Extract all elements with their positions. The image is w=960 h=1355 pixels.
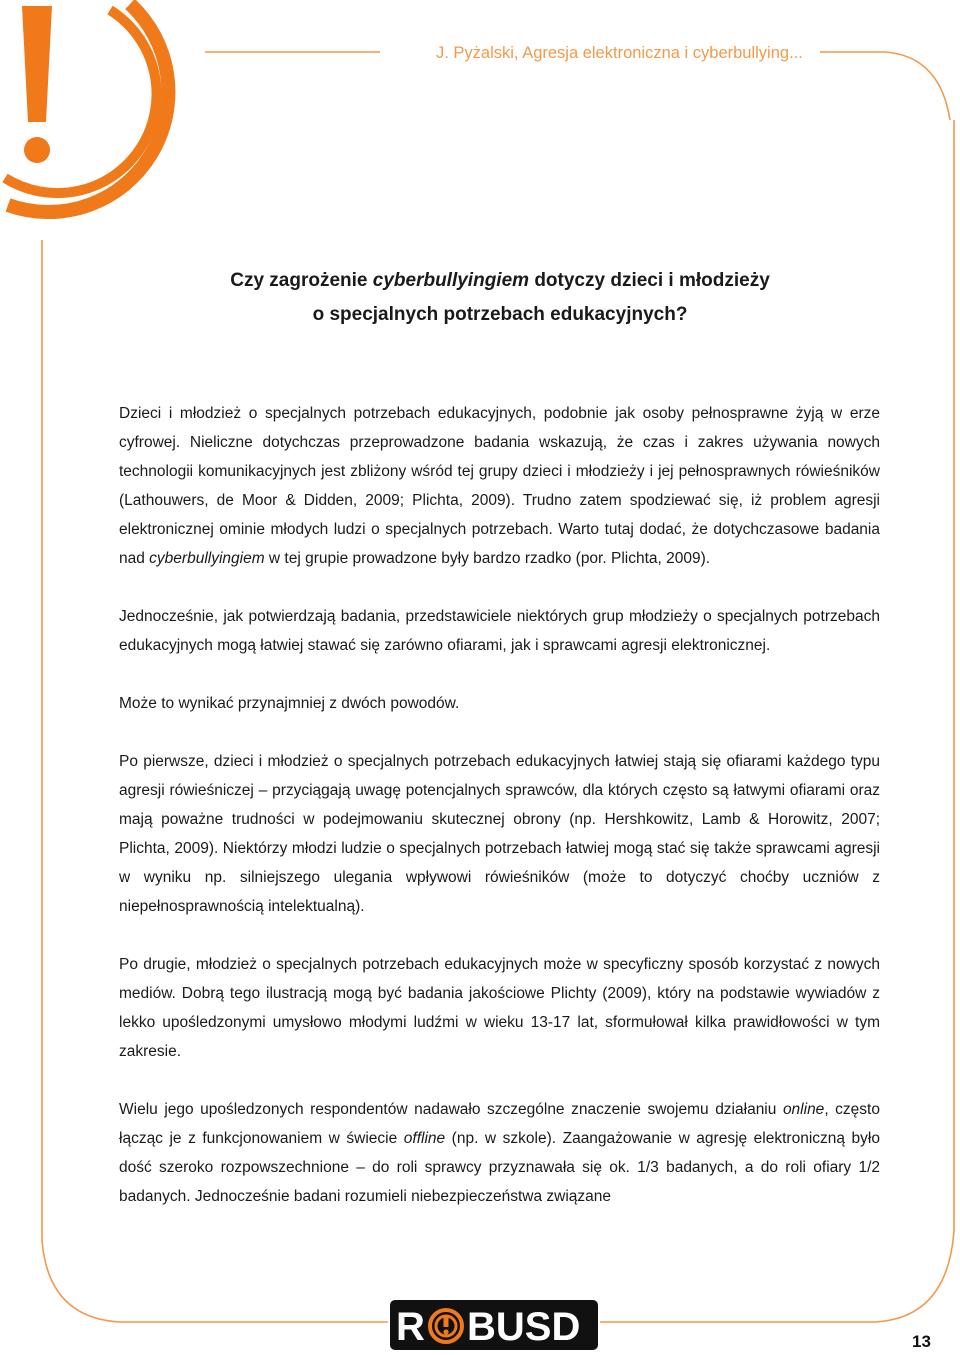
logo-letter-r: R bbox=[396, 1305, 425, 1349]
article-title bbox=[120, 264, 880, 332]
paragraph-2: Jednocześnie, jak potwierdzają badania, przedstawiciele niektórych grup młodzieży o specjalnych potrzebach edukacyjnych mogą łatwiej stawać się zarówno ofiarami, jak i sprawcami agresji elektronicznej. bbox=[119, 608, 880, 654]
title-line-1: Czy zagrożenie cyberbullyingiem dotyczy dzieci i młodzieży bbox=[230, 270, 770, 291]
running-header: J. Pyżalski, Agresja elektroniczna i cyberbullying... bbox=[436, 44, 803, 62]
robusd-logo-mark bbox=[390, 1300, 598, 1350]
warning-circle-icon bbox=[430, 1310, 462, 1342]
exclamation-mark-icon bbox=[0, 0, 170, 212]
paragraph-3: Może to wynikać przynajmniej z dwóch powodów. bbox=[119, 695, 460, 712]
robusd-logo bbox=[390, 1300, 598, 1350]
paragraph-6: Wielu jego upośledzonych respondentów nadawało szczególne znaczenie swojemu działaniu online, często łącząc je z funkcjonowaniem w świecie offline (np. w szkole). Zaangażowanie w agresję elektroniczną było dość szeroko rozpowszechnione – do roli sprawcy przyznawała się ok. 1/3 badanych, a do roli ofiary 1/2 badanych. Jednocześnie badani rozumieli niebezpieczeństwa związane bbox=[119, 1101, 880, 1205]
article-body bbox=[119, 399, 880, 1211]
paragraph-5: Po drugie, młodzież o specjalnych potrzebach edukacyjnych może w specyficzny sposób korzystać z nowych mediów. Dobrą tego ilustracją mogą być badania jakościowe Plichty (2009), który na podstawie wywiadów z lekko upośledzonymi umysłowo młodymi ludźmi w wieku 13-17 lat, sformułował kilka prawidłowości w tym zakresie. bbox=[119, 956, 880, 1060]
page-number: 13 bbox=[912, 1332, 931, 1351]
logo-text-busd: BUSD bbox=[467, 1305, 581, 1349]
paragraph-1: Dzieci i młodzież o specjalnych potrzebach edukacyjnych, podobnie jak osoby pełnosprawne żyją w erze cyfrowej. Nieliczne dotychczas przeprowadzone badania wskazują, że czas i zakres używania nowych technologii komunikacyjnych jest zbliżony wśród tej grupy dzieci i młodzieży i jej pełnosprawnych rówieśników (Lathouwers, de Moor & Didden, 2009; Plichta, 2009). Trudno zatem spodziewać się, iż problem agresji elektronicznej ominie młodych ludzi o specjalnych potrzebach. Warto tutaj dodać, że dotychczasowe badania nad cyberbullyingiem w tej grupie prowadzone były bardzo rzadko (por. Plichta, 2009). bbox=[119, 405, 880, 567]
paragraph-4: Po pierwsze, dzieci i młodzież o specjalnych potrzebach edukacyjnych łatwiej stają się ofiarami każdego typu agresji rówieśniczej – przyciągają uwagę potencjalnych sprawców, dla których często są łatwymi ofiarami oraz mają poważne trudności w podejmowaniu skutecznej obrony (np. Hershkowitz, Lamb & Horowitz, 2007; Plichta, 2009). Niektórzy młodzi ludzie o specjalnych potrzebach łatwiej mogą stać się także sprawcami agresji w wyniku np. silniejszego ulegania wpływowi rówieśników (może to dotyczyć choćby uczniów z niepełnosprawnością intelektualną). bbox=[119, 753, 880, 915]
title-line-2: o specjalnych potrzebach edukacyjnych? bbox=[312, 304, 688, 325]
